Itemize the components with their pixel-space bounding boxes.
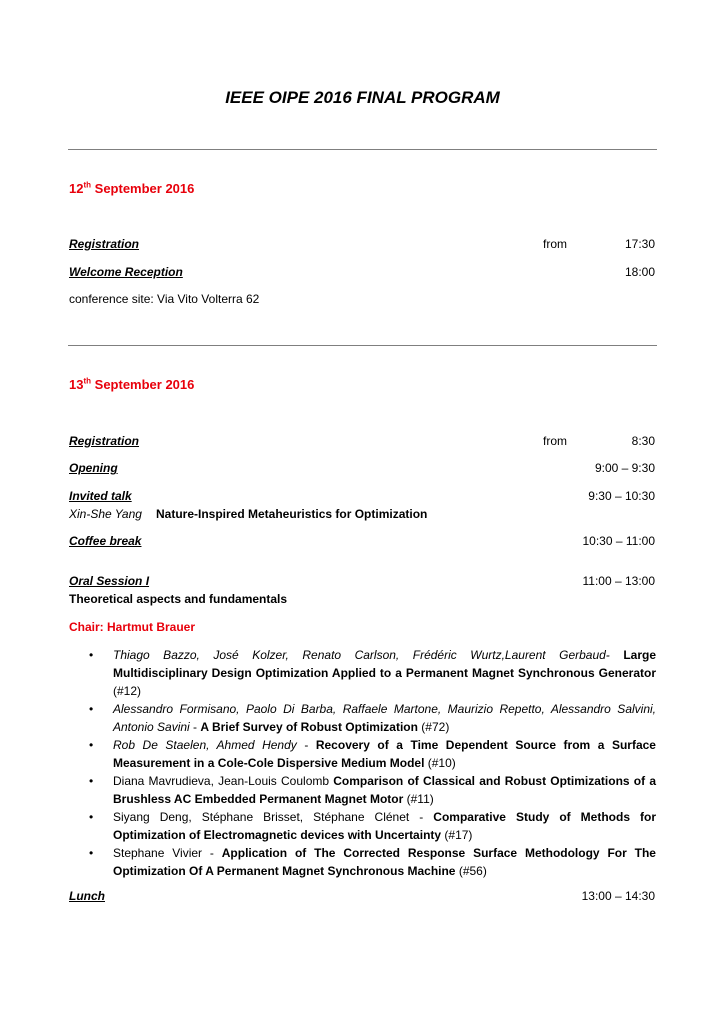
bullet-icon: • xyxy=(89,702,94,716)
day2-coffee-label: Coffee break xyxy=(69,534,142,548)
paper-id: (#11) xyxy=(403,792,434,806)
paper-separator: - xyxy=(296,738,316,752)
paper-id: (#72) xyxy=(417,720,450,734)
paper-title: Large Multidisciplinary Design Optimization Applied to a Permanent Magnet Synchronous Generator xyxy=(113,648,656,680)
paper-separator: - xyxy=(189,720,201,734)
paper-item xyxy=(69,844,656,880)
invited-speaker: Xin-She Yang xyxy=(69,507,142,521)
paper-authors: Siyang Deng, Stéphane Brisset, Stéphane Clénet xyxy=(113,810,410,824)
paper-title: Application of The Corrected Response Surface Methodology For The Optimization Of A Permanent Magnet Synchronous Machine xyxy=(113,846,656,878)
paper-authors: Diana Mavrudieva, Jean-Louis Coulomb xyxy=(113,774,330,788)
day1-date xyxy=(69,181,194,196)
day1-registration-label: Registration xyxy=(69,237,140,251)
bullet-icon: • xyxy=(89,648,94,662)
paper-item xyxy=(69,736,656,772)
paper-title: Recovery of a Time Dependent Source from a Surface Measurement in a Cole-Cole Dispersive Medium Model xyxy=(113,738,656,770)
session-chair: Chair: Hartmut Brauer xyxy=(69,620,196,634)
day2-registration-time: 8:30 xyxy=(631,434,655,448)
paper-item xyxy=(69,808,656,844)
day1-registration-time: 17:30 xyxy=(624,237,655,251)
invited-talk-title: Nature-Inspired Metaheuristics for Optimization xyxy=(156,507,428,521)
day2-oral-label: Oral Session I xyxy=(69,574,150,588)
bullet-icon: • xyxy=(89,846,94,860)
paper-title: A Brief Survey of Robust Optimization xyxy=(200,720,418,734)
paper-separator: - xyxy=(202,846,222,860)
paper-id: (#12) xyxy=(113,684,142,698)
day2-lunch-label: Lunch xyxy=(69,889,105,903)
day2-date xyxy=(69,377,194,392)
day1-date-number: 12 xyxy=(69,181,84,196)
day1-registration-from: from xyxy=(543,237,567,251)
page-title: IEEE OIPE 2016 FINAL PROGRAM xyxy=(225,88,500,107)
bullet-icon: • xyxy=(89,738,94,752)
paper-item xyxy=(69,646,656,700)
day2-coffee-time: 10:30 – 11:00 xyxy=(582,534,655,548)
oral-session-subtitle: Theoretical aspects and fundamentals xyxy=(69,592,288,606)
day2-registration-from: from xyxy=(543,434,567,448)
day2-invited-time: 9:30 – 10:30 xyxy=(588,489,655,503)
paper-item xyxy=(69,700,656,736)
paper-title: Comparison of Classical and Robust Optimizations of a Brushless AC Embedded Permanent Magnet Motor xyxy=(113,774,656,806)
day1-welcome-label: Welcome Reception xyxy=(69,265,183,279)
divider xyxy=(68,345,657,346)
bullet-icon: • xyxy=(89,810,94,824)
day2-date-month: September 2016 xyxy=(91,377,195,392)
paper-authors: Alessandro Formisano, Paolo Di Barba, Raffaele Martone, Maurizio Repetto, Alessandro Salvini, Antonio Savini xyxy=(113,702,656,734)
paper-item xyxy=(69,772,656,808)
day2-date-suffix: th xyxy=(83,376,92,386)
day1-date-month: September 2016 xyxy=(91,181,195,196)
day1-welcome-time: 18:00 xyxy=(624,265,655,279)
paper-authors: Rob De Staelen, Ahmed Hendy xyxy=(113,738,297,752)
day1-site: conference site: Via Vito Volterra 62 xyxy=(69,292,260,306)
paper-separator: - xyxy=(409,810,434,824)
day2-oral-time: 11:00 – 13:00 xyxy=(582,574,655,588)
day2-registration-label: Registration xyxy=(69,434,140,448)
day2-lunch-time: 13:00 – 14:30 xyxy=(581,889,655,903)
paper-id: (#10) xyxy=(424,756,456,770)
paper-list xyxy=(69,646,656,880)
paper-separator xyxy=(610,648,624,662)
day2-date-number: 13 xyxy=(69,377,84,392)
day2-opening-label: Opening xyxy=(69,461,118,475)
day2-opening-time: 9:00 – 9:30 xyxy=(594,461,655,475)
paper-id: (#56) xyxy=(455,864,487,878)
day1-date-suffix: th xyxy=(83,180,92,190)
divider xyxy=(68,149,657,150)
paper-authors: Stephane Vivier xyxy=(113,846,203,860)
paper-authors: Thiago Bazzo, José Kolzer, Renato Carlson, Frédéric Wurtz,Laurent Gerbaud- xyxy=(113,648,610,662)
day2-invited-label: Invited talk xyxy=(69,489,132,503)
paper-id: (#17) xyxy=(441,828,473,842)
paper-title: Comparative Study of Methods for Optimization of Electromagnetic devices with Uncertainty xyxy=(113,810,657,842)
bullet-icon: • xyxy=(89,774,94,788)
